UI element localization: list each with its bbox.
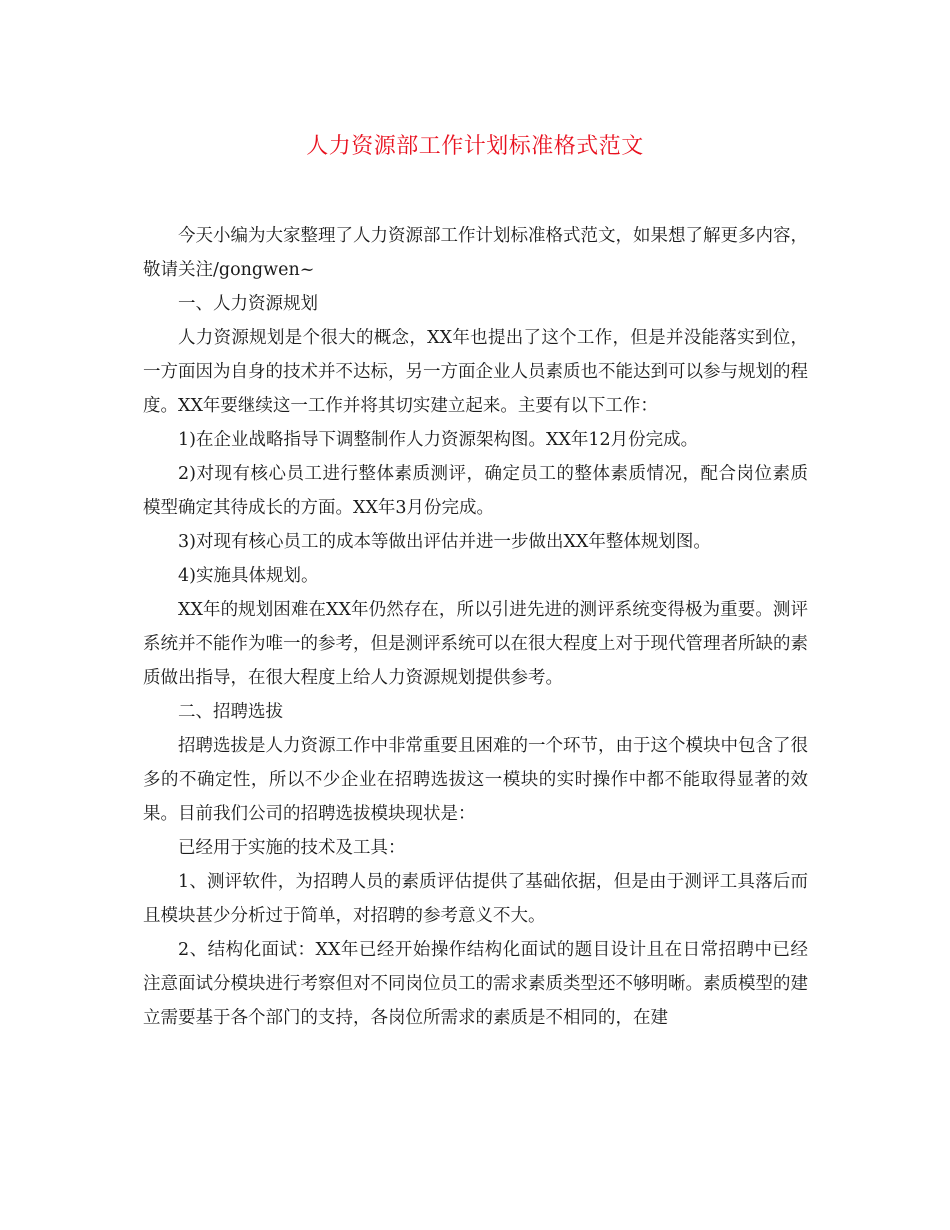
paragraph: 人力资源规划是个很大的概念，XX年也提出了这个工作，但是并没能落实到位，一方面因为自身的技术并不达标，另一方面企业人员素质也不能达到可以参与规划的程度。XX年要继续这一工作并将其切实建立起来。主要有以下工作： xyxy=(143,328,808,416)
list-item: 2、结构化面试：XX年已经开始操作结构化面试的题目设计且在日常招聘中已经注意面试分模块进行考察但对不同岗位员工的需求素质类型还不够明晰。素质模型的建立需要基于各个部门的支持，各岗位所需求的素质是不相同的，在建 xyxy=(143,940,808,1028)
section-heading-recruitment: 二、招聘选拔 xyxy=(178,702,283,722)
list-item: 1)在企业战略指导下调整制作人力资源架构图。XX年12月份完成。 xyxy=(178,430,699,450)
paragraph: 已经用于实施的技术及工具： xyxy=(178,838,406,858)
paragraph: XX年的规划困难在XX年仍然存在，所以引进先进的测评系统变得极为重要。测评系统并不能作为唯一的参考，但是测评系统可以在很大程度上对于现代管理者所缺的素质做出指导，在很大程度上给人力资源规划提供参考。 xyxy=(143,600,808,688)
paragraph: 招聘选拔是人力资源工作中非常重要且困难的一个环节，由于这个模块中包含了很多的不确定性，所以不少企业在招聘选拔这一模块的实时操作中都不能取得显著的效果。目前我们公司的招聘选拔模块现状是： xyxy=(143,736,808,824)
list-item: 2)对现有核心员工进行整体素质测评，确定员工的整体素质情况，配合岗位素质模型确定其待成长的方面。XX年3月份完成。 xyxy=(143,464,808,518)
paragraph-intro: 今天小编为大家整理了人力资源部工作计划标准格式范文，如果想了解更多内容，敬请关注/gongwen~ xyxy=(143,226,808,280)
document-title: 人力资源部工作计划标准格式范文 xyxy=(306,134,644,159)
list-item: 4)实施具体规划。 xyxy=(178,566,319,586)
section-heading-hr-planning: 一、人力资源规划 xyxy=(178,294,318,314)
list-item: 1、测评软件，为招聘人员的素质评估提供了基础依据，但是由于测评工具落后而且模块甚少分析过于简单，对招聘的参考意义不大。 xyxy=(143,872,808,926)
document-body xyxy=(143,219,808,1035)
list-item: 3)对现有核心员工的成本等做出评估并进一步做出XX年整体规划图。 xyxy=(178,532,711,552)
